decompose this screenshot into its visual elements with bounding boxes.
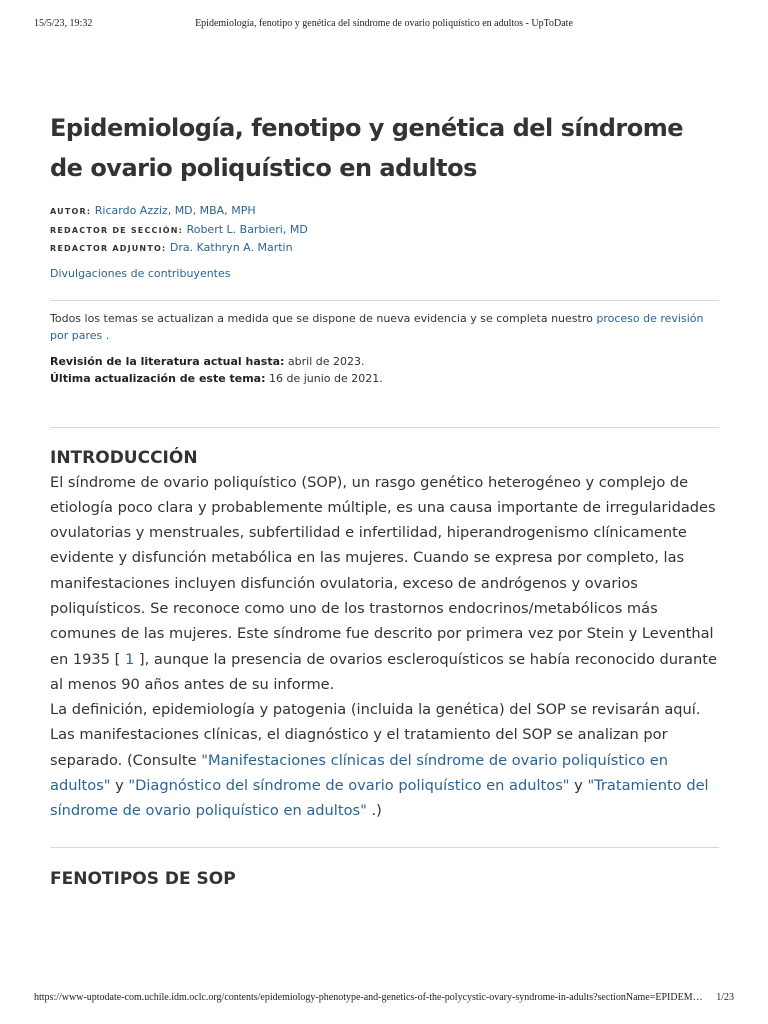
section-editor-link[interactable]: Robert L. Barbieri, MD bbox=[186, 222, 308, 236]
conjunction: y bbox=[115, 777, 124, 795]
last-update-value: 16 de junio de 2021. bbox=[269, 371, 383, 385]
print-datetime: 15/5/23, 19:32 bbox=[34, 18, 93, 29]
print-doc-title: Epidemiología, fenotipo y genética del síndrome de ovario poliquístico en adultos - UpToDate bbox=[195, 18, 573, 29]
notice-text: Todos los temas se actualizan a medida que se dispone de nueva evidencia y se completa nuestro bbox=[50, 311, 593, 325]
treatment-link[interactable]: "Tratamiento del síndrome de ovario poliquístico en adultos" bbox=[50, 777, 709, 820]
last-update-row bbox=[50, 370, 719, 387]
literature-review-value: abril de 2023. bbox=[287, 354, 365, 368]
print-url: https://www-uptodate-com.uchile.idm.oclc.org/contents/epidemiology-phenotype-and-genetics-of-the-polycystic-ovary-syndrome-in-adults?sectionName=EPIDEM… bbox=[34, 992, 703, 1003]
section-heading-phenotypes: FENOTIPOS DE SOP bbox=[50, 868, 236, 889]
divider bbox=[50, 427, 719, 428]
page-counter: 1/23 bbox=[716, 992, 734, 1003]
article-title: Epidemiología, fenotipo y genética del síndrome de ovario poliquístico en adultos bbox=[50, 114, 684, 182]
article bbox=[50, 108, 719, 891]
intro-p2-end: .) bbox=[371, 802, 382, 820]
section-editor-role: REDACTOR DE SECCIÓN: bbox=[50, 225, 184, 235]
diagnosis-link[interactable]: "Diagnóstico del síndrome de ovario poliquístico en adultos" bbox=[128, 777, 570, 795]
author-link[interactable]: Ricardo Azziz, MD, MBA, MPH bbox=[94, 204, 256, 217]
divider bbox=[50, 300, 719, 301]
intro-p2-text: La definición, epidemiología y patogenia (incluida la genética) del SOP se revisarán aquí. Las manifestaciones clínicas, el diagnóstico y el tratamiento del SOP se analizan por separado. (Consulte bbox=[50, 701, 701, 769]
review-dates bbox=[50, 353, 719, 387]
author-role: AUTOR: bbox=[50, 207, 92, 216]
notice-end: . bbox=[105, 328, 110, 342]
print-header bbox=[34, 18, 734, 32]
intro-p1-text: El síndrome de ovario poliquístico (SOP), un rasgo genético heterogéneo y complejo de etiología poco clara y probablemente múltiple, es una causa importante de irregularidades ovulatorias y menstruales, subfertilidad e infertilidad, hiperandrogenismo clínicamente evidente y disfunción metabólica en las mujeres. Cuando se expresa por completo, las manifestaciones incluyen disfunción ovulatoria, exceso de andrógenos y ovarios poliquísticos. Se reconoce como uno de los trastornos endocrinos/metabólicos más comunes de las mujeres. Este síndrome fue descrito por primera vez por Stein y Leventhal en 1935 [ bbox=[50, 473, 716, 668]
reference-link-1[interactable]: 1 bbox=[124, 650, 135, 668]
clinical-manifestations-link[interactable]: "Manifestaciones clínicas del síndrome de ovario poliquístico en adultos" bbox=[50, 751, 668, 795]
section-editor-row bbox=[50, 221, 719, 240]
intro-paragraph-2 bbox=[50, 697, 719, 823]
intro-paragraph-1 bbox=[50, 470, 719, 698]
divider bbox=[50, 847, 719, 848]
update-notice bbox=[50, 310, 719, 344]
print-footer bbox=[34, 992, 734, 1006]
conjunction: y bbox=[574, 777, 583, 795]
intro-p1-text-end: ], aunque la presencia de ovarios escleroquísticos se había reconocido durante al menos 90 años antes de su informe. bbox=[50, 650, 717, 693]
literature-review-row bbox=[50, 353, 719, 370]
deputy-editor-row bbox=[50, 239, 719, 258]
author-row bbox=[50, 202, 719, 221]
peer-review-link[interactable]: proceso de revisión por pares bbox=[50, 311, 704, 342]
disclosures-link[interactable]: Divulgaciones de contribuyentes bbox=[50, 266, 231, 280]
section-heading-introduction: INTRODUCCIÓN bbox=[50, 447, 198, 468]
deputy-editor-link[interactable]: Dra. Kathryn A. Martin bbox=[169, 241, 293, 254]
last-update-label: Última actualización de este tema: bbox=[50, 371, 266, 385]
deputy-editor-role: REDACTOR ADJUNTO: bbox=[50, 244, 167, 253]
author-list bbox=[50, 202, 719, 258]
literature-review-label: Revisión de la literatura actual hasta: bbox=[50, 354, 285, 368]
